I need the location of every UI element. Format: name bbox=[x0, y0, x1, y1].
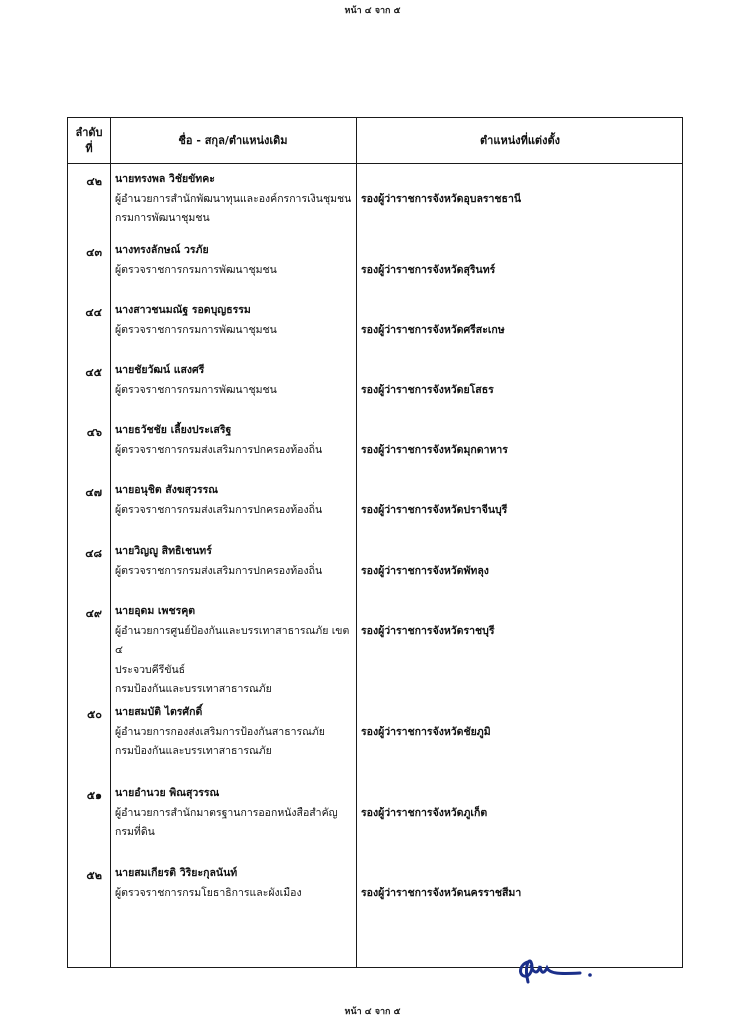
appointed-position: รองผู้ว่าราชการจังหวัดปราจีนบุรี bbox=[361, 503, 508, 516]
row-order-number: ๔๙ bbox=[85, 607, 102, 620]
previous-position-line: ผู้ตรวจราชการกรมส่งเสริมการปกครองท้องถิ่น bbox=[115, 503, 323, 516]
row-name-previous-position bbox=[115, 602, 355, 700]
person-name: นายวิญญู สิทธิเชนทร์ bbox=[115, 545, 212, 557]
row-order-number: ๕๐ bbox=[86, 708, 102, 721]
person-name: นายอำนวย พิณสุวรรณ bbox=[115, 787, 220, 799]
row-order-number: ๔๕ bbox=[85, 366, 102, 379]
appointed-position: รองผู้ว่าราชการจังหวัดพัทลุง bbox=[361, 564, 489, 577]
previous-position-line: ผู้อำนวยการกองส่งเสริมการป้องกันสาธารณภัย bbox=[115, 725, 325, 738]
previous-position-line: กรมที่ดิน bbox=[115, 826, 155, 838]
row-name-previous-position bbox=[115, 703, 355, 762]
column-divider bbox=[110, 118, 111, 967]
person-name: นายสมบัติ ไตรศักดิ์ bbox=[115, 706, 203, 718]
person-name: นายชัยวัฒน์ แสงศรี bbox=[115, 364, 205, 376]
row-name-previous-position bbox=[115, 481, 355, 520]
row-name-previous-position bbox=[115, 542, 355, 581]
row-order-number: ๔๒ bbox=[86, 175, 102, 188]
row-order-number: ๔๖ bbox=[86, 426, 102, 439]
previous-position-line: ผู้ตรวจราชการกรมการพัฒนาชุมชน bbox=[115, 323, 277, 336]
page-header-number: หน้า ๔ จาก ๕ bbox=[344, 6, 401, 16]
previous-position-line: ประจวบคีรีขันธ์ bbox=[115, 663, 186, 676]
previous-position-line: ผู้อำนวยการสำนักมาตรฐานการออกหนังสือสำคัญ bbox=[115, 806, 338, 819]
appointment-table bbox=[67, 117, 683, 968]
previous-position-line: ผู้ตรวจราชการกรมการพัฒนาชุมชน bbox=[115, 263, 277, 276]
row-name-previous-position bbox=[115, 170, 355, 229]
previous-position-line: ผู้อำนวยการสำนักพัฒนาทุนและองค์กรการเงินชุมชน bbox=[115, 192, 352, 205]
signature-icon bbox=[514, 952, 594, 984]
row-name-previous-position bbox=[115, 784, 355, 843]
person-name: นายอุดม เพชรคุต bbox=[115, 605, 196, 617]
header-divider bbox=[68, 163, 682, 164]
previous-position-line: ผู้ตรวจราชการกรมส่งเสริมการปกครองท้องถิ่น bbox=[115, 443, 323, 456]
row-order-number: ๔๔ bbox=[85, 306, 102, 319]
previous-position-line: กรมป้องกันและบรรเทาสาธารณภัย bbox=[115, 745, 272, 757]
row-order-number: ๕๒ bbox=[86, 869, 102, 882]
previous-position-line: ผู้ตรวจราชการกรมโยธาธิการและผังเมือง bbox=[115, 886, 302, 899]
row-name-previous-position bbox=[115, 241, 355, 280]
appointed-position: รองผู้ว่าราชการจังหวัดชัยภูมิ bbox=[361, 725, 491, 738]
appointed-position: รองผู้ว่าราชการจังหวัดอุบลราชธานี bbox=[361, 192, 522, 205]
appointed-position: รองผู้ว่าราชการจังหวัดสุรินทร์ bbox=[361, 263, 496, 276]
row-order-number: ๔๗ bbox=[85, 486, 102, 499]
header-name-previous-position: ชื่อ - สกุล/ตำแหน่งเดิม bbox=[178, 133, 288, 147]
person-name: นายอนุชิต สังฆสุวรรณ bbox=[115, 484, 218, 496]
person-name: นางทรงลักษณ์ วรภัย bbox=[115, 244, 209, 256]
row-order-number: ๕๑ bbox=[86, 789, 102, 802]
appointed-position: รองผู้ว่าราชการจังหวัดยโสธร bbox=[361, 383, 494, 396]
appointed-position: รองผู้ว่าราชการจังหวัดนครราชสีมา bbox=[361, 886, 522, 899]
row-name-previous-position bbox=[115, 301, 355, 340]
row-order-number: ๔๓ bbox=[86, 246, 102, 259]
appointed-position: รองผู้ว่าราชการจังหวัดศรีสะเกษ bbox=[361, 323, 505, 336]
person-name: นายทรงพล วิชัยขัทคะ bbox=[115, 173, 215, 185]
column-divider bbox=[356, 118, 357, 967]
header-order-line1: ลำดับ bbox=[75, 125, 103, 139]
previous-position-line: กรมการพัฒนาชุมชน bbox=[115, 212, 210, 224]
header-order-line2: ที่ bbox=[85, 141, 93, 155]
appointed-position: รองผู้ว่าราชการจังหวัดภูเก็ต bbox=[361, 806, 488, 819]
row-name-previous-position bbox=[115, 421, 355, 460]
previous-position-line: กรมป้องกันและบรรเทาสาธารณภัย bbox=[115, 683, 272, 695]
header-order-number bbox=[68, 118, 110, 163]
person-name: นายธวัชชัย เลี้ยงประเสริฐ bbox=[115, 424, 232, 436]
appointed-position: รองผู้ว่าราชการจังหวัดราชบุรี bbox=[361, 624, 495, 637]
previous-position-line: ผู้อำนวยการศูนย์ป้องกันและบรรเทาสาธารณภัย เขต ๔ bbox=[115, 624, 350, 656]
page-footer-number: หน้า ๔ จาก ๕ bbox=[344, 1007, 401, 1017]
person-name: นายสมเกียรติ วิริยะกุลนันท์ bbox=[115, 867, 238, 879]
row-name-previous-position bbox=[115, 361, 355, 400]
previous-position-line: ผู้ตรวจราชการกรมส่งเสริมการปกครองท้องถิ่น bbox=[115, 564, 323, 577]
header-appointed-position: ตำแหน่งที่แต่งตั้ง bbox=[480, 133, 560, 147]
row-name-previous-position bbox=[115, 864, 355, 903]
row-order-number: ๔๘ bbox=[85, 547, 102, 560]
previous-position-line: ผู้ตรวจราชการกรมการพัฒนาชุมชน bbox=[115, 383, 277, 396]
person-name: นางสาวชนมณัฐ รอดบุญธรรม bbox=[115, 304, 251, 316]
appointed-position: รองผู้ว่าราชการจังหวัดมุกดาหาร bbox=[361, 443, 508, 456]
